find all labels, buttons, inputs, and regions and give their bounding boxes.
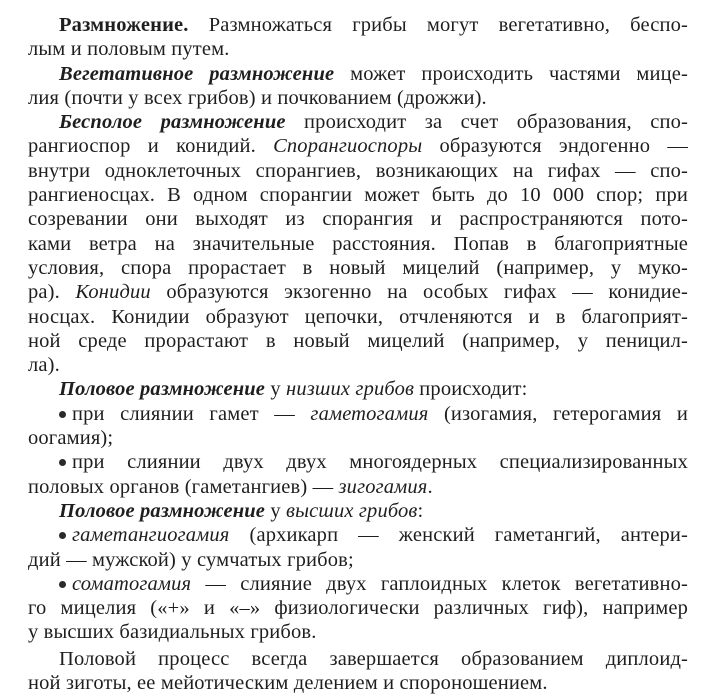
text-segment: у: [265, 499, 287, 522]
text-line: [28, 134, 688, 158]
text-line: [28, 280, 688, 304]
text-line: [28, 110, 688, 134]
text-line: [28, 647, 688, 671]
text-line: [28, 159, 688, 183]
text-segment: происходит за счет образования, спо-: [285, 111, 688, 134]
text-segment: половых органов (гаметангиев) —: [28, 475, 339, 498]
text-segment: внутри одноклеточных спорангиев, возникающих на гифах — спо-: [28, 159, 688, 182]
text-segment: у высших базидиальных грибов.: [28, 621, 317, 644]
text-line: [28, 523, 688, 547]
text-line: [28, 37, 688, 61]
text-line: [28, 13, 688, 37]
text-line: [28, 671, 688, 695]
text-segment: лым и половым путем.: [28, 38, 230, 61]
text-segment: при слиянии двух двух многоядерных специализированных: [72, 451, 688, 474]
text-segment: (архикарп — женский гаметангий, антери-: [229, 524, 688, 547]
text-line: [28, 620, 688, 644]
text-line: [28, 232, 688, 256]
text-segment: носцах. Конидии образуют цепочки, отчленяются и в благоприят-: [28, 305, 688, 328]
text-segment: лия (почти у всех грибов) и почкованием (дрожжи).: [28, 86, 487, 109]
text-line: [28, 183, 688, 207]
term-italic: низших грибов: [286, 378, 415, 401]
text-line: [28, 548, 688, 572]
text-line: [28, 353, 688, 377]
text-line: [28, 207, 688, 231]
text-line: [28, 426, 688, 450]
text-segment: образуются экзогенно на особых гифах — конидие-: [150, 281, 688, 304]
term-heading: Бесполое размножение: [59, 111, 286, 134]
text-line: [28, 475, 688, 499]
term-italic: высших грибов: [286, 499, 418, 522]
text-line: [28, 572, 688, 596]
text-line: [28, 450, 688, 474]
text-line: [28, 86, 688, 110]
term-italic: гаметангиогамия: [72, 524, 230, 547]
text-segment: .: [427, 475, 433, 498]
bullet-icon: [59, 532, 66, 539]
term-heading: Размножение.: [59, 14, 189, 36]
text-line: [28, 329, 688, 353]
bullet-icon: [59, 411, 66, 418]
text-segment: у: [265, 378, 287, 401]
text-line: [28, 256, 688, 280]
text-segment: ной зиготы, ее мейотическим делением и спороношением.: [28, 672, 548, 695]
text-line: [28, 377, 688, 401]
term-italic: соматогамия: [72, 572, 192, 595]
text-line: [28, 596, 688, 620]
term-heading: Половое размножение: [59, 378, 266, 401]
term-heading: Вегетативное размножение: [59, 62, 335, 85]
text-segment: Размножаться грибы могут вегетативно, беспо-: [188, 14, 688, 36]
text-line: [28, 402, 688, 426]
text-segment: рангиеносцах. В одном спорангии может быть до 10 000 спор; при: [28, 184, 688, 207]
text-segment: условия, спора прорастает в новый мицелий (например, у муко-: [28, 256, 688, 279]
term-italic: Конидии: [75, 281, 151, 304]
text-segment: — слияние двух гаплоидных клеток вегетативно-: [191, 572, 688, 595]
text-segment: ла).: [28, 354, 60, 377]
document-page: [28, 13, 688, 695]
text-segment: при слиянии гамет —: [72, 402, 311, 425]
bullet-icon: [59, 581, 66, 588]
text-segment: ками ветра на значительные расстояния. Попав в благоприятные: [28, 232, 688, 255]
text-line: [28, 62, 688, 86]
term-heading: Половое размножение: [59, 499, 266, 522]
text-segment: (изогамия, гетерогамия и: [428, 402, 688, 425]
term-italic: зигогамия: [338, 475, 428, 498]
term-italic: Спорангиоспоры: [273, 135, 423, 158]
text-segment: образуются эндогенно —: [422, 135, 688, 158]
text-line: [28, 499, 688, 523]
text-segment: го мицелия («+» и «–» физиологически различных гиф), например: [28, 597, 688, 620]
text-segment: Половой процесс всегда завершается образованием диплоид-: [59, 647, 688, 670]
bullet-icon: [59, 459, 66, 466]
term-italic: гаметогамия: [310, 402, 429, 425]
text-segment: :: [417, 499, 424, 522]
text-segment: созревании они выходят из спорангия и распространяются пото-: [28, 208, 688, 231]
text-segment: рангиоспор и конидий.: [28, 135, 274, 158]
text-segment: может происходить частями мице-: [334, 62, 688, 85]
text-segment: ной среде прорастают в новый мицелий (например, у пеницил-: [28, 329, 688, 352]
text-segment: ра).: [28, 281, 76, 304]
text-segment: дий — мужской) у сумчатых грибов;: [28, 548, 354, 571]
text-segment: оогамия);: [28, 427, 114, 450]
text-line: [28, 305, 688, 329]
text-segment: происходит:: [414, 378, 528, 401]
